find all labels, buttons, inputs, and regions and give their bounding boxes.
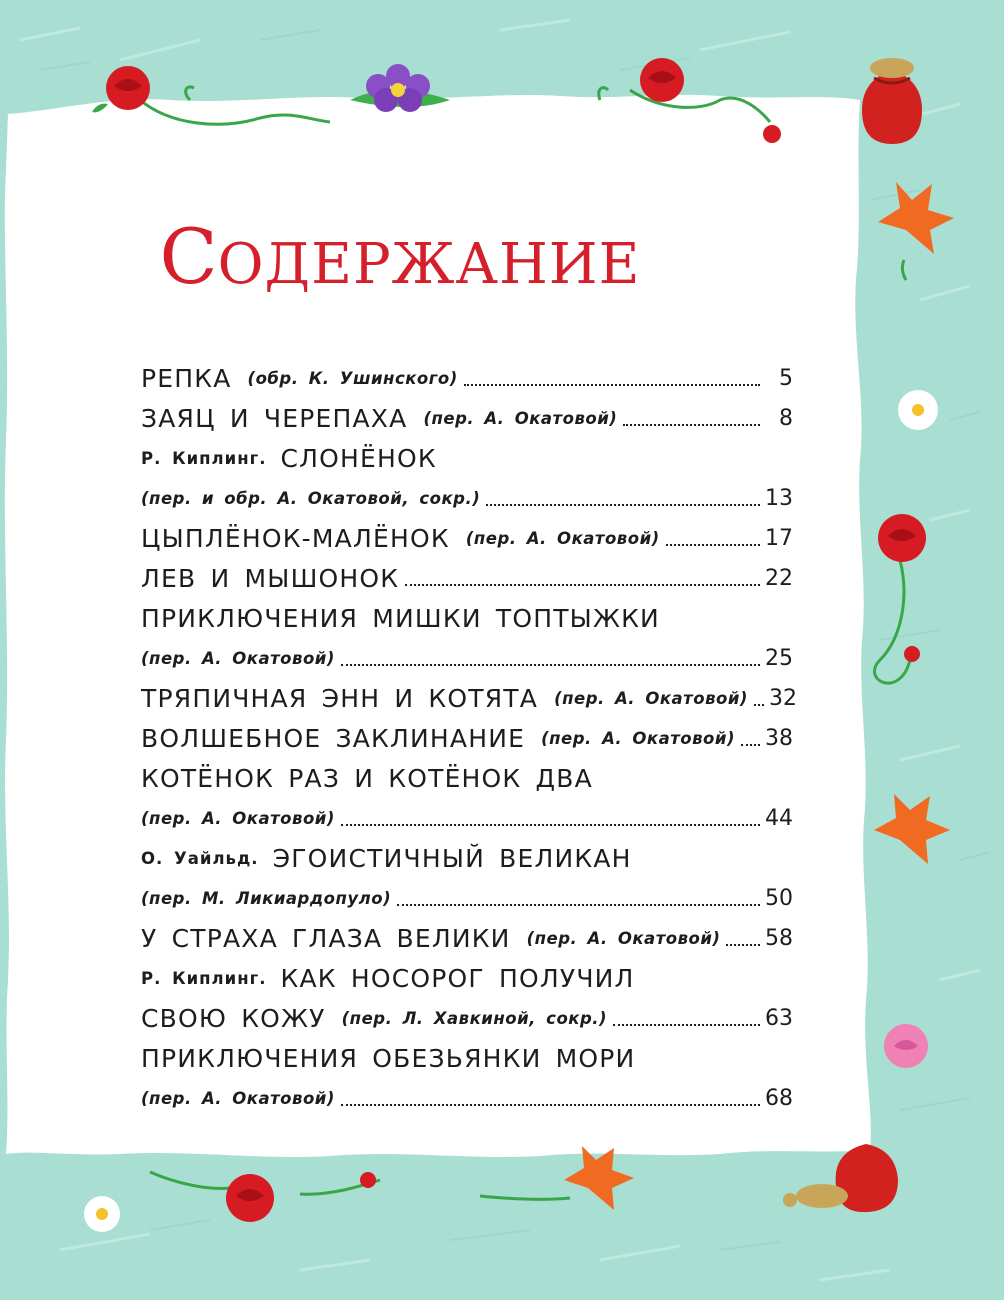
page-title	[0, 212, 800, 301]
toc-entry-title: ПРИКЛЮЧЕНИЯ МИШКИ ТОПТЫЖКИ	[141, 603, 660, 633]
toc-entry[interactable]	[141, 838, 793, 878]
toc-entry[interactable]	[141, 558, 793, 598]
toc-entry[interactable]	[141, 398, 793, 438]
page-title-first-letter: С	[159, 212, 218, 301]
leader-dots	[754, 704, 764, 706]
toc-entry-title: У СТРАХА ГЛАЗА ВЕЛИКИ	[141, 923, 511, 953]
toc-entry-note: (пер. А. Окатовой)	[554, 688, 748, 708]
toc-entry[interactable]	[141, 758, 793, 798]
toc-entry-page: 58	[765, 925, 793, 951]
toc-entry-note: (пер. А. Окатовой)	[423, 408, 618, 428]
leader-dots	[464, 384, 760, 386]
toc-entry-author: Р. Киплинг.	[141, 968, 267, 988]
leader-dots	[341, 664, 760, 666]
toc-entry[interactable]	[141, 358, 793, 398]
toc-entry[interactable]	[141, 438, 793, 478]
toc-entry-page: 13	[765, 485, 793, 511]
toc-entry-note: (пер. А. Окатовой)	[141, 1088, 335, 1108]
toc-entry-page: 25	[765, 645, 793, 671]
leader-dots	[405, 584, 760, 586]
leader-dots	[341, 824, 760, 826]
toc-entry-title: РЕПКА	[141, 363, 232, 393]
leader-dots	[666, 544, 760, 546]
leader-dots	[397, 904, 760, 906]
toc-entry-title: ЛЕВ И МЫШОНОК	[141, 563, 400, 593]
toc-entry-title: ТРЯПИЧНАЯ ЭНН И КОТЯТА	[141, 683, 539, 713]
toc-entry-page: 44	[765, 805, 793, 831]
toc-entry-title: ЭГОИСТИЧНЫЙ ВЕЛИКАН	[272, 843, 632, 873]
toc-entry[interactable]	[141, 958, 793, 998]
toc-entry[interactable]	[141, 918, 793, 958]
toc-entry[interactable]	[141, 1038, 793, 1078]
toc-entry-note: (пер. М. Ликиардопуло)	[141, 888, 392, 908]
toc-entry-author: О. Уайльд.	[141, 848, 259, 868]
toc-entry-page: 38	[765, 725, 793, 751]
toc-entry-note: (пер. А. Окатовой)	[465, 528, 660, 548]
toc-entry-title: СЛОНЁНОК	[280, 443, 437, 473]
toc-entry-page: 50	[765, 885, 793, 911]
toc-entry-note: (пер. и обр. А. Окатовой, сокр.)	[141, 488, 481, 508]
toc-entry-page: 32	[768, 685, 797, 711]
toc-entry-continuation[interactable]	[141, 998, 793, 1038]
toc-entry-title: ЦЫПЛЁНОК-МАЛЁНОК	[141, 523, 450, 553]
toc-entry-note: (пер. А. Окатовой)	[541, 728, 735, 748]
leader-dots	[726, 944, 760, 946]
toc-entry-note: (пер. Л. Хавкиной, сокр.)	[341, 1008, 608, 1028]
leader-dots	[623, 424, 760, 426]
page-title-rest: ОДЕРЖАНИЕ	[217, 232, 641, 297]
toc-entry[interactable]	[141, 718, 793, 758]
toc-entry-title: КАК НОСОРОГ ПОЛУЧИЛ	[280, 963, 635, 993]
toc-entry-title: ЗАЯЦ И ЧЕРЕПАХА	[141, 403, 408, 433]
toc-entry-title: ПРИКЛЮЧЕНИЯ ОБЕЗЬЯНКИ МОРИ	[141, 1043, 636, 1073]
toc-entry-note: (пер. А. Окатовой)	[141, 648, 335, 668]
leader-dots	[741, 744, 760, 746]
toc-entry-page: 17	[765, 525, 793, 551]
toc-entry-continuation[interactable]	[141, 798, 793, 838]
toc-entry-title: КОТЁНОК РАЗ И КОТЁНОК ДВА	[141, 763, 593, 793]
toc-entry-continuation[interactable]	[141, 478, 793, 518]
toc-entry-page: 68	[765, 1085, 793, 1111]
toc-entry[interactable]	[141, 678, 797, 718]
leader-dots	[613, 1024, 760, 1026]
toc-entry-note: (пер. А. Окатовой)	[526, 928, 721, 948]
toc-entry-page: 22	[765, 565, 793, 591]
toc-entry[interactable]	[141, 518, 793, 558]
leader-dots	[341, 1104, 760, 1106]
toc-entry-title: ВОЛШЕБНОЕ ЗАКЛИНАНИЕ	[141, 723, 526, 753]
toc-entry-note: (пер. А. Окатовой)	[141, 808, 335, 828]
toc-entry-page: 5	[779, 365, 793, 391]
toc-entry[interactable]	[141, 598, 793, 638]
toc-entry-page: 63	[765, 1005, 793, 1031]
toc-entry-title: СВОЮ КОЖУ	[141, 1003, 326, 1033]
table-of-contents	[141, 358, 797, 1118]
toc-entry-continuation[interactable]	[141, 1078, 793, 1118]
leader-dots	[486, 504, 760, 506]
toc-entry-author: Р. Киплинг.	[141, 448, 267, 468]
toc-entry-continuation[interactable]	[141, 878, 793, 918]
toc-entry-note: (обр. К. Ушинского)	[247, 368, 458, 388]
toc-entry-page: 8	[779, 405, 793, 431]
toc-entry-continuation[interactable]	[141, 638, 793, 678]
